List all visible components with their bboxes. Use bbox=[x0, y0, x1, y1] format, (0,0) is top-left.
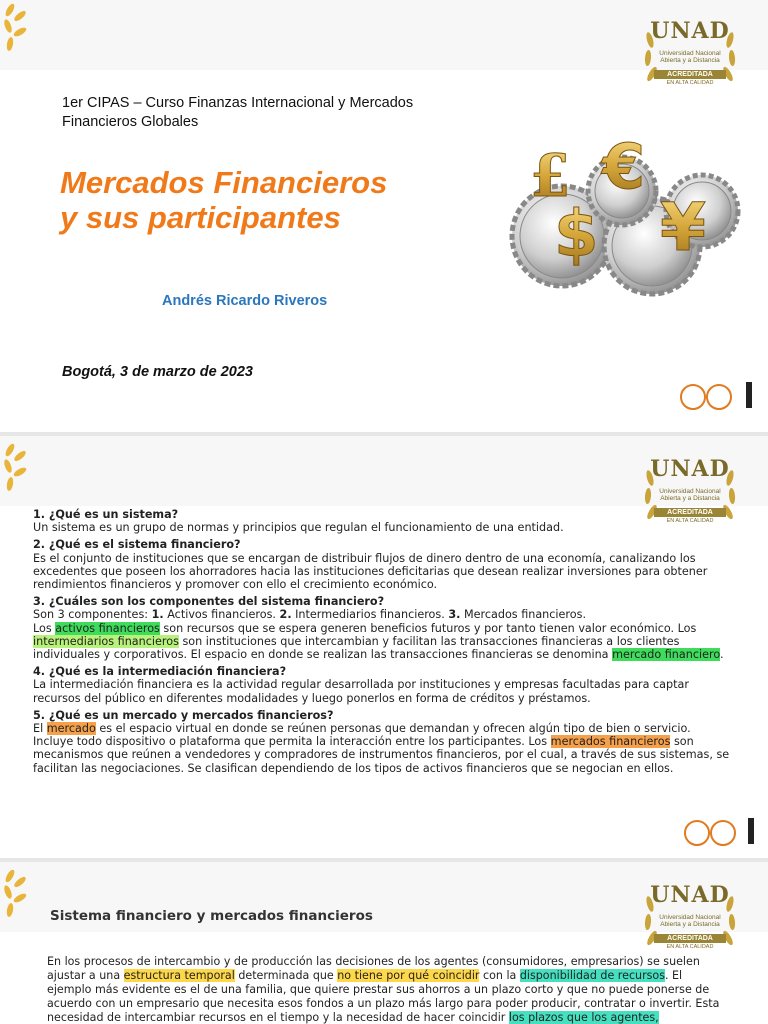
question-3: 3. ¿Cuáles son los componentes del sistema financiero? bbox=[33, 595, 385, 609]
answer-2: Es el conjunto de instituciones que se encargan de distribuir flujos de dinero dentro de una economía, canalizando los excedentes que poseen los ahorradores hacia las instituciones deficitarias que desean realizar inversiones para obtener rendimientos financieros y promover con ello el crecimiento económico. bbox=[33, 551, 708, 592]
highlight-intermediarios-financieros: intermediarios financieros bbox=[33, 634, 179, 648]
answer-4: La intermediación financiera es la actividad regular desarrollada por instituciones y empresas facultadas para captar recursos del público en diferentes modalidades y luego ponerlos en forma de créditos y préstamos. bbox=[33, 678, 689, 705]
logo-name: UNAD bbox=[650, 882, 730, 908]
logo-accreditation-sub: EN ALTA CALIDAD bbox=[666, 944, 714, 950]
logo-name: UNAD bbox=[650, 456, 730, 482]
certification-label-icon bbox=[748, 818, 754, 844]
title-slide bbox=[0, 0, 768, 432]
currency-gears-image bbox=[492, 126, 744, 302]
logo-accreditation: ACREDITADA bbox=[654, 934, 726, 943]
question-4: 4. ¿Qué es la intermediación financiera? bbox=[33, 665, 287, 679]
body-text: . El ejemplo más evidente es el de una familia, que quiere prestar sus ahorros a un plazo corto y que no puede ponerse de acuerdo con un empresario que necesita esos fondos a un plazo más largo para poder producir, contratar o invertir. Esta necesidad de intercambiar recursos en el tiempo y la necesidad de hacer coincidir bbox=[47, 969, 720, 1024]
logo-accreditation: ACREDITADA bbox=[654, 70, 726, 79]
answer-5-text: es el espacio virtual en donde se reúnen personas que demandan y ofrecen algún tipo de bien o servicio. Incluye todo dispositivo o plataforma que permita la interacción entre los participantes. Los bbox=[33, 722, 691, 749]
yen-symbol: ¥ bbox=[660, 189, 706, 266]
answer-3-number: 3. bbox=[448, 608, 461, 622]
pound-symbol: £ bbox=[530, 142, 571, 210]
answer-3-text: Intermediarios financieros. bbox=[291, 608, 449, 622]
dollar-symbol: $ bbox=[554, 198, 599, 272]
certification-seal-icon bbox=[706, 384, 732, 410]
certification-seal-icon bbox=[684, 820, 710, 846]
logo-subtitle: Universidad Nacional Abierta y a Distancia bbox=[659, 50, 721, 64]
question-1: 1. ¿Qué es un sistema? bbox=[33, 508, 179, 521]
answer-3-text: son instituciones que intercambian y facilitan las transacciones financieras a los clientes individuales y corporativos. El espacio en donde se realizan las transacciones financieras se denomina bbox=[33, 634, 680, 662]
body-text: con la bbox=[479, 969, 520, 982]
qa-content bbox=[33, 508, 733, 775]
content-slide bbox=[0, 862, 768, 1024]
answer-3-text: Son 3 componentes: bbox=[33, 608, 152, 622]
unad-logo bbox=[640, 874, 740, 964]
logo-accreditation-sub: EN ALTA CALIDAD bbox=[666, 80, 714, 86]
highlight-mercado: mercado bbox=[46, 722, 96, 736]
answer-1: Un sistema es un grupo de normas y principios que regulan el funcionamiento de una entidad. bbox=[33, 521, 564, 535]
laurel-icon bbox=[0, 0, 60, 70]
answer-3-text: son recursos que se espera generen beneficios futuros y por tanto tienen valor económico. Los bbox=[159, 621, 697, 635]
certification-seal-icon bbox=[680, 384, 706, 410]
certification-seal-icon bbox=[710, 820, 736, 846]
slide3-body bbox=[47, 955, 727, 1024]
answer-3-text: . bbox=[719, 648, 724, 662]
answer-5 bbox=[33, 722, 733, 775]
highlight-plazos-agentes: los plazos que los agentes, bbox=[508, 1011, 659, 1024]
answer-5-text: son mecanismos que reúnen a vendedores y compradores de instrumentos financieros, por el cual, a través de sus sistemas, se facilitan las negociaciones. Se clasifican dependiendo de los tipos de activos financieros que se negocian en ellos. bbox=[33, 735, 730, 775]
logo-accreditation-sub: EN ALTA CALIDAD bbox=[666, 518, 714, 524]
body-text: determinada que bbox=[234, 969, 338, 982]
highlight-mercado-financiero: mercado financiero bbox=[612, 648, 720, 662]
logo-subtitle: Universidad Nacional Abierta y a Distancia bbox=[659, 914, 721, 928]
highlight-estructura-temporal: estructura temporal bbox=[123, 969, 235, 982]
answer-3-text: Mercados financieros. bbox=[460, 608, 586, 622]
highlight-disponibilidad-de-recursos: disponibilidad de recursos bbox=[519, 969, 665, 982]
euro-symbol: € bbox=[602, 130, 646, 203]
certification-label-icon bbox=[746, 382, 752, 408]
logo-accreditation: ACREDITADA bbox=[654, 508, 726, 517]
logo-subtitle: Universidad Nacional Abierta y a Distancia bbox=[659, 488, 721, 502]
highlight-no-tiene-por-que-coincidir: no tiene por qué coincidir bbox=[337, 969, 480, 982]
title-line-1: Mercados Financieros bbox=[60, 165, 388, 200]
title-line-2: y sus participantes bbox=[60, 200, 341, 235]
answer-3-number: 1. bbox=[151, 608, 164, 622]
answer-3-text: Activos financieros. bbox=[163, 608, 280, 622]
slide-title bbox=[60, 165, 480, 235]
answer-5-text: El bbox=[33, 722, 47, 736]
answer-3-text: Los bbox=[33, 621, 56, 635]
author-name: Andrés Ricardo Riveros bbox=[162, 293, 328, 309]
qa-slide bbox=[0, 436, 768, 858]
course-name: 1er CIPAS – Curso Finanzas Internacional y Mercados Financieros Globales bbox=[62, 95, 414, 130]
slide3-title: Sistema financiero y mercados financieros bbox=[50, 908, 373, 924]
logo-name: UNAD bbox=[650, 18, 730, 44]
highlight-mercados-financieros: mercados financieros bbox=[550, 735, 671, 749]
body-text: En los procesos de intercambio y de producción las decisiones de los agentes (consumidores, empresarios) se suelen ajustar a una bbox=[47, 955, 700, 982]
answer-3 bbox=[33, 608, 733, 661]
unad-logo bbox=[640, 10, 740, 100]
highlight-activos-financieros: activos financieros bbox=[55, 621, 160, 635]
presentation-date: Bogotá, 3 de marzo de 2023 bbox=[62, 364, 253, 380]
answer-3-number: 2. bbox=[279, 608, 292, 622]
question-5: 5. ¿Qué es un mercado y mercados financieros? bbox=[33, 708, 334, 722]
question-2: 2. ¿Qué es el sistema financiero? bbox=[33, 538, 241, 552]
laurel-icon bbox=[0, 436, 60, 506]
